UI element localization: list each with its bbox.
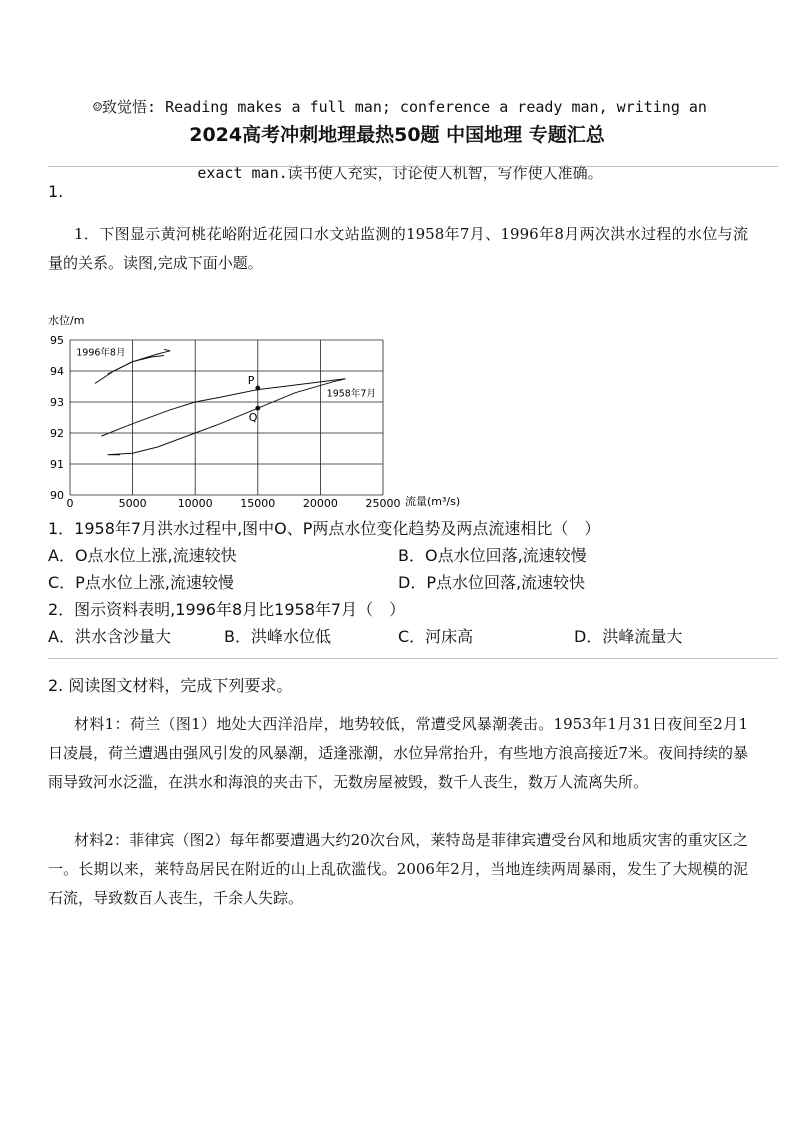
material-2: 材料2：菲律宾（图2）每年都要遭遇大约20次台风，莱特岛是菲律宾遭受台风和地质灾害的重灾区之一。长期以来，莱特岛居民在附近的山上乱砍滥伐。2006年2月，当地连续两周暴雨，发生了大规模的泥石流，导致数百人丧生，千余人失踪。: [48, 831, 748, 907]
x-tick-label: 0: [66, 497, 74, 510]
q2-stem: 2．图示资料表明,1996年8月比1958年7月（ ）: [48, 600, 406, 619]
q1-option-a[interactable]: A．O点水位上涨,流速较快: [48, 546, 237, 565]
question-1-intro: 1．下图显示黄河桃花峪附近花园口水文站监测的1958年7月、1996年8月两次洪水过程的水位与流量的关系。读图,完成下面小题。: [48, 225, 748, 272]
motto-line-1: ☺致觉悟: Reading makes a full man; conference a ready man, writing an: [93, 98, 707, 116]
question-2-heading: 2. 阅读图文材料，完成下列要求。: [48, 676, 293, 695]
point-label: P: [247, 374, 255, 388]
y-tick-label: 92: [50, 427, 64, 440]
question-number-1: 1.: [48, 182, 64, 201]
x-tick-label: 10000: [177, 497, 213, 510]
y-tick-label: 93: [50, 396, 64, 409]
y-tick-label: 94: [50, 365, 64, 378]
motto-line-2: exact man.读书使人充实，讨论使人机智，写作使人准确。: [197, 164, 603, 182]
point-label: Q: [248, 411, 258, 425]
x-tick-label: 15000: [240, 497, 276, 510]
x-tick-label: 20000: [302, 497, 338, 510]
series-label: 1958年7月: [326, 388, 376, 400]
series-label: 1996年8月: [76, 347, 126, 359]
material-1: 材料1：荷兰（图1）地处大西洋沿岸，地势较低，常遭受风暴潮袭击。1953年1月31日夜间至2月1日凌晨，荷兰遭遇由强风引发的风暴潮，适逢涨潮，水位异常抬升，有些地方浪高接近7米。夜间持续的暴雨导致河水泛滥，在洪水和海浪的夹击下，无数房屋被毁，数千人丧生，数万人流离失所。: [48, 715, 748, 791]
q1-option-b[interactable]: B．O点水位回落,流速较慢: [398, 546, 587, 565]
y-tick-label: 90: [50, 489, 64, 502]
y-tick-label: 91: [50, 458, 64, 471]
series-line: [108, 379, 346, 455]
y-tick-label: 95: [50, 334, 64, 347]
q2-option-a[interactable]: A．洪水含沙量大: [48, 627, 171, 646]
x-axis-label: 流量(m³/s): [405, 495, 461, 508]
q2-option-d[interactable]: D．洪峰流量大: [574, 627, 683, 646]
q2-option-c[interactable]: C．河床高: [398, 627, 474, 646]
q2-option-b[interactable]: B．洪峰水位低: [224, 627, 331, 646]
series-line: [95, 356, 164, 384]
water-level-discharge-chart: [40, 308, 480, 513]
q1-option-d[interactable]: D．P点水位回落,流速较快: [398, 573, 586, 592]
divider-top: [48, 166, 778, 167]
x-tick-label: 25000: [365, 497, 401, 510]
divider-middle: [48, 658, 778, 659]
data-point: [255, 406, 260, 411]
y-axis-label: 水位/m: [48, 314, 85, 327]
series-line: [101, 379, 345, 436]
q1-option-c[interactable]: C．P点水位上涨,流速较慢: [48, 573, 234, 592]
page-title: 2024高考冲刺地理最热50题 中国地理 专题汇总: [189, 124, 605, 146]
x-tick-label: 5000: [118, 497, 147, 510]
q1-stem: 1．1958年7月洪水过程中,图中O、P两点水位变化趋势及两点流速相比（ ）: [48, 519, 601, 538]
data-point: [255, 386, 260, 391]
